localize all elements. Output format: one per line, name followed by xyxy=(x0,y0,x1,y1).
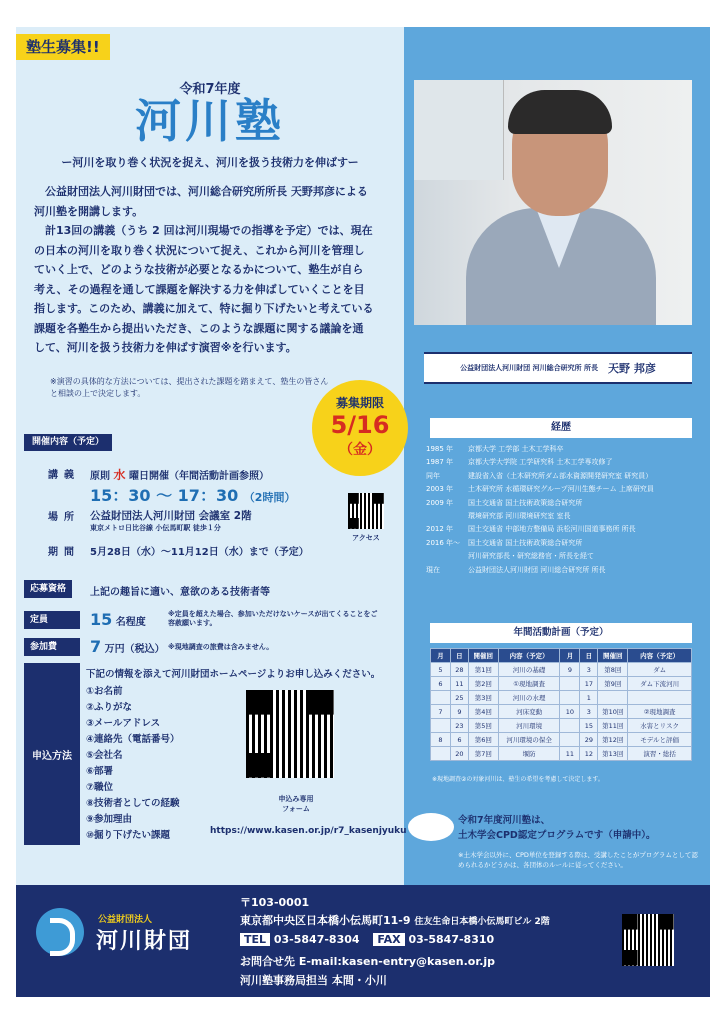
cpd-cap-icon xyxy=(408,813,454,841)
career-year: 1985 年 xyxy=(426,445,454,453)
plan-cell: 第2回 xyxy=(468,677,498,691)
apply-items-list xyxy=(86,684,246,844)
plan-column-header: 月 xyxy=(560,649,580,663)
plan-column-header: 内容（予定） xyxy=(498,649,560,663)
plan-cell: 第1回 xyxy=(468,663,498,677)
page-title: 河川塾 xyxy=(135,94,285,148)
career-desc: 京都大学 工学部 土木工学科卒 xyxy=(468,445,564,453)
qualification-text: 上記の趣旨に適い、意欲のある技術者等 xyxy=(90,587,270,598)
plan-cell: 10 xyxy=(560,705,580,719)
deadline-circle xyxy=(312,380,408,476)
career-year: 同年 xyxy=(426,471,440,480)
plan-cell: 17 xyxy=(580,677,598,691)
year-label: 令和7年度 xyxy=(179,82,241,97)
career-desc: 国土交通省 国土技術政策総合研究所 xyxy=(468,538,583,547)
period-text: 5月28日（水）～11月12日（水）まで（予定） xyxy=(90,547,309,558)
plan-column-header: 日 xyxy=(580,649,598,663)
footer-address-line xyxy=(240,912,550,928)
plan-cell: モデルと評価 xyxy=(628,733,692,747)
career-year: 現在 xyxy=(426,565,440,574)
plan-row xyxy=(431,747,692,761)
footer-staff: 河川塾事務局担当 本間・小川 xyxy=(240,974,387,987)
plan-column-header: 内容（予定） xyxy=(628,649,692,663)
footer-address: 東京都中央区日本橋小伝馬町11-9 xyxy=(240,914,411,927)
plan-row xyxy=(431,733,692,747)
fee-text xyxy=(90,637,165,656)
tel-number[interactable]: 03-5847-8304 xyxy=(273,933,360,946)
plan-cell: 水害とリスク xyxy=(628,719,692,733)
plan-cell: 河床変動 xyxy=(498,705,560,719)
plan-cell xyxy=(560,691,580,705)
capacity-number: 15 xyxy=(90,610,113,629)
career-row xyxy=(426,523,698,536)
career-desc: 環境研究部 河川環境研究室 室長 xyxy=(468,512,571,521)
plan-cell: 5 xyxy=(431,663,451,677)
capacity-text xyxy=(90,610,146,629)
place-label: 場所 xyxy=(48,512,80,523)
plan-cell: 11 xyxy=(560,747,580,761)
plan-cell: 6 xyxy=(431,677,451,691)
plan-cell: 7 xyxy=(431,705,451,719)
career-row xyxy=(426,443,698,456)
plan-cell: 20 xyxy=(450,747,468,761)
plan-cell: 9 xyxy=(560,663,580,677)
plan-cell: 第12回 xyxy=(598,733,628,747)
plan-cell: 第11回 xyxy=(598,719,628,733)
plan-cell: ダム下流河川 xyxy=(628,677,692,691)
place-text: 公益財団法人河川財団 会議室 2階 xyxy=(90,510,252,522)
plan-cell: 河川の水理 xyxy=(498,691,560,705)
plan-cell: 15 xyxy=(580,719,598,733)
photo-hair xyxy=(508,90,612,134)
plan-cell xyxy=(628,691,692,705)
career-desc: 河川研究部長・研究総務官・所長を経て xyxy=(468,552,594,561)
deadline-weekday: （金） xyxy=(339,442,381,458)
apply-item: ②ふりがな xyxy=(86,702,133,713)
career-list xyxy=(426,443,698,577)
career-desc: 土木研究所 水循環研究グループ河川生態チーム 上席研究員 xyxy=(468,485,654,494)
footer-building: 住友生命日本橋小伝馬町ビル 2階 xyxy=(414,917,550,927)
career-row xyxy=(426,497,698,510)
plan-row xyxy=(431,677,692,691)
plan-table xyxy=(430,648,692,761)
exercise-note: ※演習の具体的な方法については、提出された課題を踏まえて、塾生の皆さんと相談の上で決定します。 xyxy=(50,377,329,398)
plan-cell: 25 xyxy=(450,691,468,705)
career-heading: 経歴 xyxy=(430,418,692,438)
career-desc: 公益財団法人河川財団 河川総合研究所 所長 xyxy=(468,565,606,574)
career-desc: 国土交通省 中部地方整備局 浜松河川国道事務所 所長 xyxy=(468,525,636,534)
apply-item: ④連絡先（電話番号） xyxy=(86,734,180,745)
profile-affiliation: 公益財団法人河川財団 河川総合研究所 所長 xyxy=(460,364,599,372)
capacity-unit: 名程度 xyxy=(115,617,146,628)
plan-cell: 第13回 xyxy=(598,747,628,761)
footer-contact[interactable]: お問合せ先 E-mail:kasen-entry@kasen.or.jp xyxy=(240,955,496,968)
plan-row xyxy=(431,705,692,719)
cpd-note: ※土木学会以外に、CPD単位を登録する際は、受講したことがプログラムとして認められるかどうかは、各団体のルールに従ってください。 xyxy=(458,851,698,869)
plan-cell: 29 xyxy=(580,733,598,747)
plan-cell: 河川環境の保全 xyxy=(498,733,560,747)
career-year xyxy=(426,550,468,563)
intro-paragraph: 計13回の講義（うち 2 回は河川現場での指導を予定）では、現在の日本の河川を取り巻く状況について捉え、これから河川を管理していく上で、どのような技術が必要となるかについて、塾生が自ら考え、その過程を通して課題を解決する力を伸ばしていくことを目指します。このため、講義に加えて、特に掘り下げたいと考えている課題を各塾生から提出いただき、このような課題に関する議論を通して、河川を扱う技術力を伸ばす演習※を行います。 xyxy=(34,224,374,354)
career-row xyxy=(426,470,698,483)
apply-qr-label: 申込み専用 フォーム xyxy=(278,795,314,813)
apply-item: ⑩掘り下げたい課題 xyxy=(86,830,171,841)
plan-cell xyxy=(431,747,451,761)
career-desc: 京都大学大学院 工学研究科 土木工学専攻修了 xyxy=(468,458,613,467)
lecture-pre: 原則 xyxy=(90,471,110,482)
career-desc: 建設省入省（土木研究所ダム部水資源開発研究室 研究員） xyxy=(468,471,653,480)
lecture-time-note: （2時間） xyxy=(243,491,296,504)
plan-cell: 河川環境 xyxy=(498,719,560,733)
plan-heading: 年間活動計画（予定） xyxy=(430,623,692,643)
plan-cell: 3 xyxy=(580,663,598,677)
capacity-tag: 定員 xyxy=(24,611,80,629)
plan-cell: ①現地調査 xyxy=(498,677,560,691)
qr-pattern xyxy=(348,493,384,529)
intro-text xyxy=(34,182,374,358)
place-access: 東京メトロ日比谷線 小伝馬町駅 徒歩１分 xyxy=(90,524,221,532)
plan-row xyxy=(431,719,692,733)
footer-postal: 〒103-0001 xyxy=(240,896,310,909)
intro-paragraph: 公益財団法人河川財団では、河川総合研究所所長 天野邦彦による河川塾を開講します。 xyxy=(34,185,368,218)
apply-item: ⑦職位 xyxy=(86,782,114,793)
qr-pattern xyxy=(246,690,334,778)
career-row xyxy=(426,537,698,550)
foundation-logo-icon xyxy=(36,908,84,956)
career-row xyxy=(426,564,698,577)
plan-cell: 堰防 xyxy=(498,747,560,761)
fee-unit: 万円（税込） xyxy=(104,644,165,655)
plan-cell: 第3回 xyxy=(468,691,498,705)
career-row xyxy=(426,483,698,496)
career-row xyxy=(426,456,698,469)
plan-cell: 1 xyxy=(580,691,598,705)
profile-photo xyxy=(414,80,692,325)
lecture-post: 曜日開催（年間活動計画参照） xyxy=(128,471,269,482)
footer-phone-line xyxy=(240,933,494,946)
plan-cell: 第4回 xyxy=(468,705,498,719)
plan-row xyxy=(431,691,692,705)
plan-cell xyxy=(560,733,580,747)
footer-qr-code[interactable] xyxy=(622,914,674,966)
plan-cell xyxy=(431,691,451,705)
plan-cell: 第9回 xyxy=(598,677,628,691)
plan-cell: 9 xyxy=(450,705,468,719)
lecture-text xyxy=(90,466,269,483)
fax-number: 03-5847-8310 xyxy=(408,933,495,946)
plan-note: ※現地調査②の対象河川は、塾生の希望を考慮して決定します。 xyxy=(432,776,604,783)
career-year xyxy=(426,510,468,523)
plan-cell: 8 xyxy=(431,733,451,747)
lecture-time-value: 15：30 ～ 17：30 xyxy=(90,486,239,505)
qualification-tag: 応募資格 xyxy=(24,580,72,598)
plan-cell: 演習・総括 xyxy=(628,747,692,761)
fee-note: ※現地調査の旅費は含みません。 xyxy=(168,643,274,651)
org-name: 河川財団 xyxy=(96,929,193,954)
apply-form-qr-code[interactable] xyxy=(246,690,334,778)
apply-item: ①お名前 xyxy=(86,686,123,697)
plan-cell: ダム xyxy=(628,663,692,677)
cpd-title-line1: 令和7年度河川塾は、 xyxy=(458,815,551,826)
apply-label-box: 申込方法 xyxy=(24,663,80,845)
apply-lead: 下記の情報を添えて河川財団ホームページよりお申し込みください。 xyxy=(86,669,381,680)
profile-name: 天野 邦彦 xyxy=(608,362,656,375)
apply-item: ⑥部署 xyxy=(86,766,114,777)
apply-item: ⑨参加理由 xyxy=(86,814,133,825)
plan-column-header: 月 xyxy=(431,649,451,663)
plan-cell: 3 xyxy=(580,705,598,719)
lecture-label: 講義 xyxy=(48,470,80,481)
fee-number: 7 xyxy=(90,637,102,656)
apply-item: ⑧技術者としての経験 xyxy=(86,798,180,809)
career-year: 2009 年 xyxy=(426,498,454,507)
career-year: 2016 年～ xyxy=(426,538,461,547)
apply-url-link[interactable]: https://www.kasen.or.jp/r7_kasenjyuku xyxy=(210,826,407,836)
plan-cell: 23 xyxy=(450,719,468,733)
plan-column-header: 開催回 xyxy=(598,649,628,663)
profile-name-box xyxy=(424,352,692,384)
details-section-tag: 開催内容（予定） xyxy=(24,434,112,451)
deadline-date: 5/16 xyxy=(330,411,390,439)
plan-body xyxy=(431,663,692,761)
access-label: アクセス xyxy=(352,534,380,542)
tel-label: TEL xyxy=(240,933,270,946)
cpd-title xyxy=(458,813,698,843)
plan-cell: 12 xyxy=(580,747,598,761)
period-label: 期間 xyxy=(48,547,80,558)
org-small-label: 公益財団法人 xyxy=(98,915,153,925)
plan-cell xyxy=(560,677,580,691)
plan-cell xyxy=(431,719,451,733)
plan-column-header: 開催回 xyxy=(468,649,498,663)
lecture-day: 水 xyxy=(113,468,126,482)
plan-cell xyxy=(560,719,580,733)
plan-cell: 第8回 xyxy=(598,663,628,677)
plan-cell xyxy=(598,691,628,705)
career-row xyxy=(426,510,698,523)
apply-item: ⑤会社名 xyxy=(86,750,123,761)
plan-row xyxy=(431,663,692,677)
subtitle: ー河川を取り巻く状況を捉え、河川を扱う技術力を伸ばすー xyxy=(61,156,359,169)
apply-item: ③メールアドレス xyxy=(86,718,161,729)
photo-map xyxy=(414,80,504,180)
plan-cell: 28 xyxy=(450,663,468,677)
fax-label: FAX xyxy=(373,933,404,946)
plan-cell: 11 xyxy=(450,677,468,691)
plan-cell: 第7回 xyxy=(468,747,498,761)
plan-cell: 6 xyxy=(450,733,468,747)
career-year: 2003 年 xyxy=(426,485,454,494)
lecture-time xyxy=(90,483,295,506)
qr-pattern xyxy=(622,914,674,966)
access-qr-code[interactable] xyxy=(348,493,384,529)
plan-column-header: 日 xyxy=(450,649,468,663)
career-year: 1987 年 xyxy=(426,458,454,467)
capacity-note: ※定員を超えた場合、参加いただけないケースが出てくることをご容赦願います。 xyxy=(168,610,378,627)
career-row xyxy=(426,550,698,563)
plan-cell: 第5回 xyxy=(468,719,498,733)
plan-header-row xyxy=(431,649,692,663)
recruit-badge: 塾生募集!! xyxy=(16,34,110,60)
plan-cell: ②現地調査 xyxy=(628,705,692,719)
career-desc: 国土交通省 国土技術政策総合研究所 xyxy=(468,498,583,507)
career-year: 2012 年 xyxy=(426,525,454,534)
deadline-label: 募集期限 xyxy=(335,396,384,410)
plan-cell: 河川の基礎 xyxy=(498,663,560,677)
plan-cell: 第10回 xyxy=(598,705,628,719)
cpd-title-line2: 土木学会CPD認定プログラムです（申請中）。 xyxy=(458,830,656,841)
plan-cell: 第6回 xyxy=(468,733,498,747)
fee-tag: 参加費 xyxy=(24,638,80,656)
